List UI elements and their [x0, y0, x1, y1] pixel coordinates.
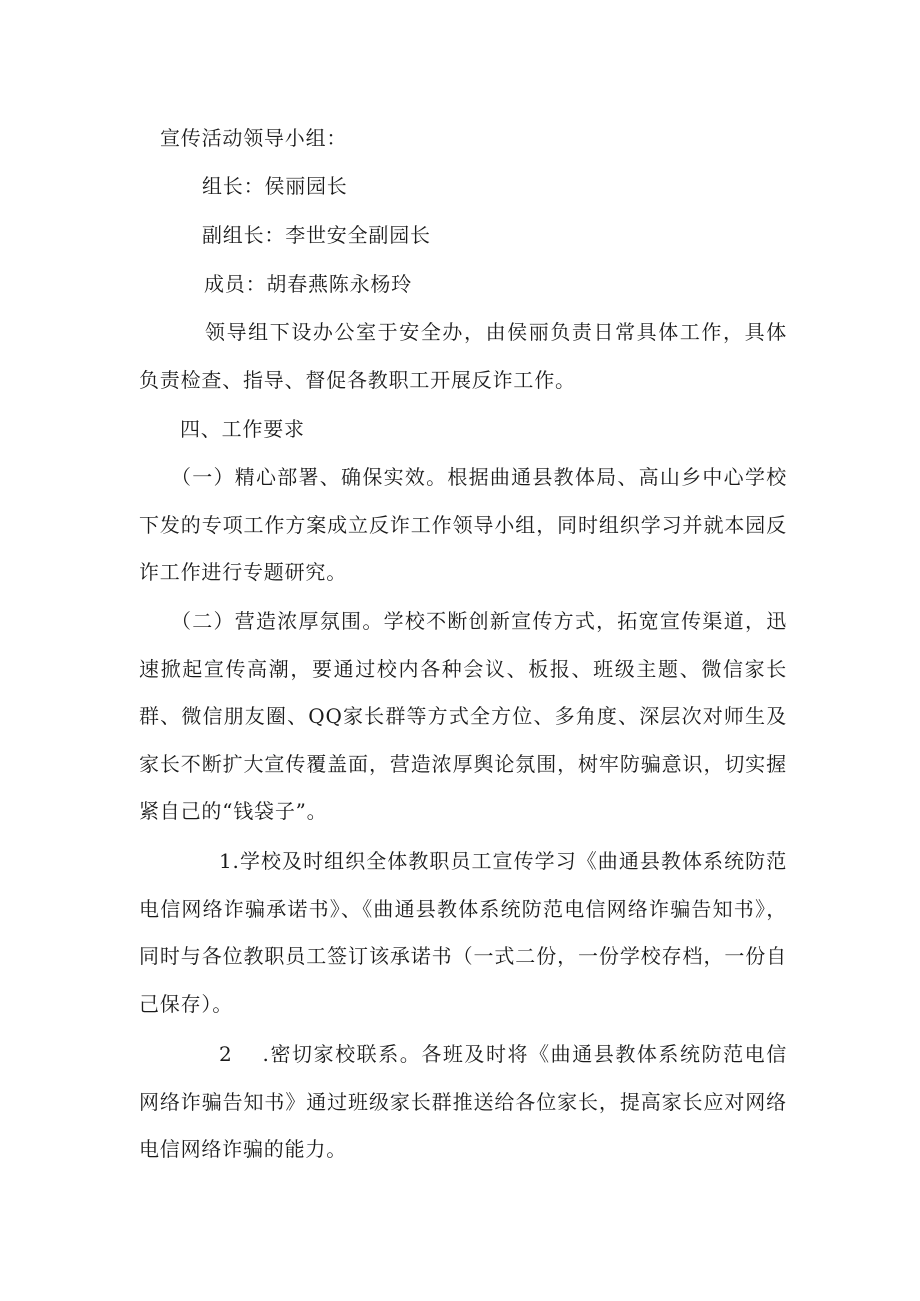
sub-item-2-number: 2 — [219, 1042, 233, 1066]
requirement-2-paragraph: （二）营造浓厚氛围。学校不断创新宣传方式，拓宽宣传渠道，迅速掀起宣传高潮，要通过校内各种会议、板报、班级主题、微信家长群、微信朋友圈、QQ家长群等方式全方位、多角度、深层次对师生及家长不断扩大宣传覆盖面，营造浓厚舆论氛围，树牢防骗意识，切实握紧自己的“钱袋子”。 — [139, 609, 787, 823]
sub-item-1-paragraph — [139, 838, 787, 1028]
sub-item-1-text: .学校及时组织全体教职员工宣传学习《曲通县教体系统防范电信网络诈骗承诺书》、《曲通县教体系统防范电信网络诈骗告知书》，同时与各位教职员工签订该承诺书（一式二份，一份学校存档，一份自己保存）。 — [139, 849, 787, 1016]
leadership-heading: 宣传活动领导小组： — [160, 126, 348, 150]
office-paragraph: 领导组下设办公室于安全办，由侯丽负责日常具体工作，具体负责检查、指导、督促各教职工开展反诈工作。 — [139, 320, 787, 392]
section-title: 四、工作要求 — [180, 417, 305, 441]
sub-item-1-number: 1 — [219, 849, 233, 873]
requirement-1-paragraph: （一）精心部署、确保实效。根据曲通县教体局、高山乡中心学校下发的专项工作方案成立反诈工作领导小组，同时组织学习并就本园反诈工作进行专题研究。 — [139, 465, 787, 584]
members-line: 成员：胡春燕陈永杨玲 — [204, 272, 412, 296]
deputy-line: 副组长：李世安全副园长 — [202, 223, 431, 247]
sub-item-2-text: .密切家校联系。各班及时将《曲通县教体系统防范电信网络诈骗告知书》通过班级家长群推送给各位家长，提高家长应对网络电信网络诈骗的能力。 — [139, 1042, 787, 1161]
leader-line: 组长：侯丽园长 — [202, 174, 348, 198]
sub-item-2-paragraph — [139, 1031, 787, 1174]
